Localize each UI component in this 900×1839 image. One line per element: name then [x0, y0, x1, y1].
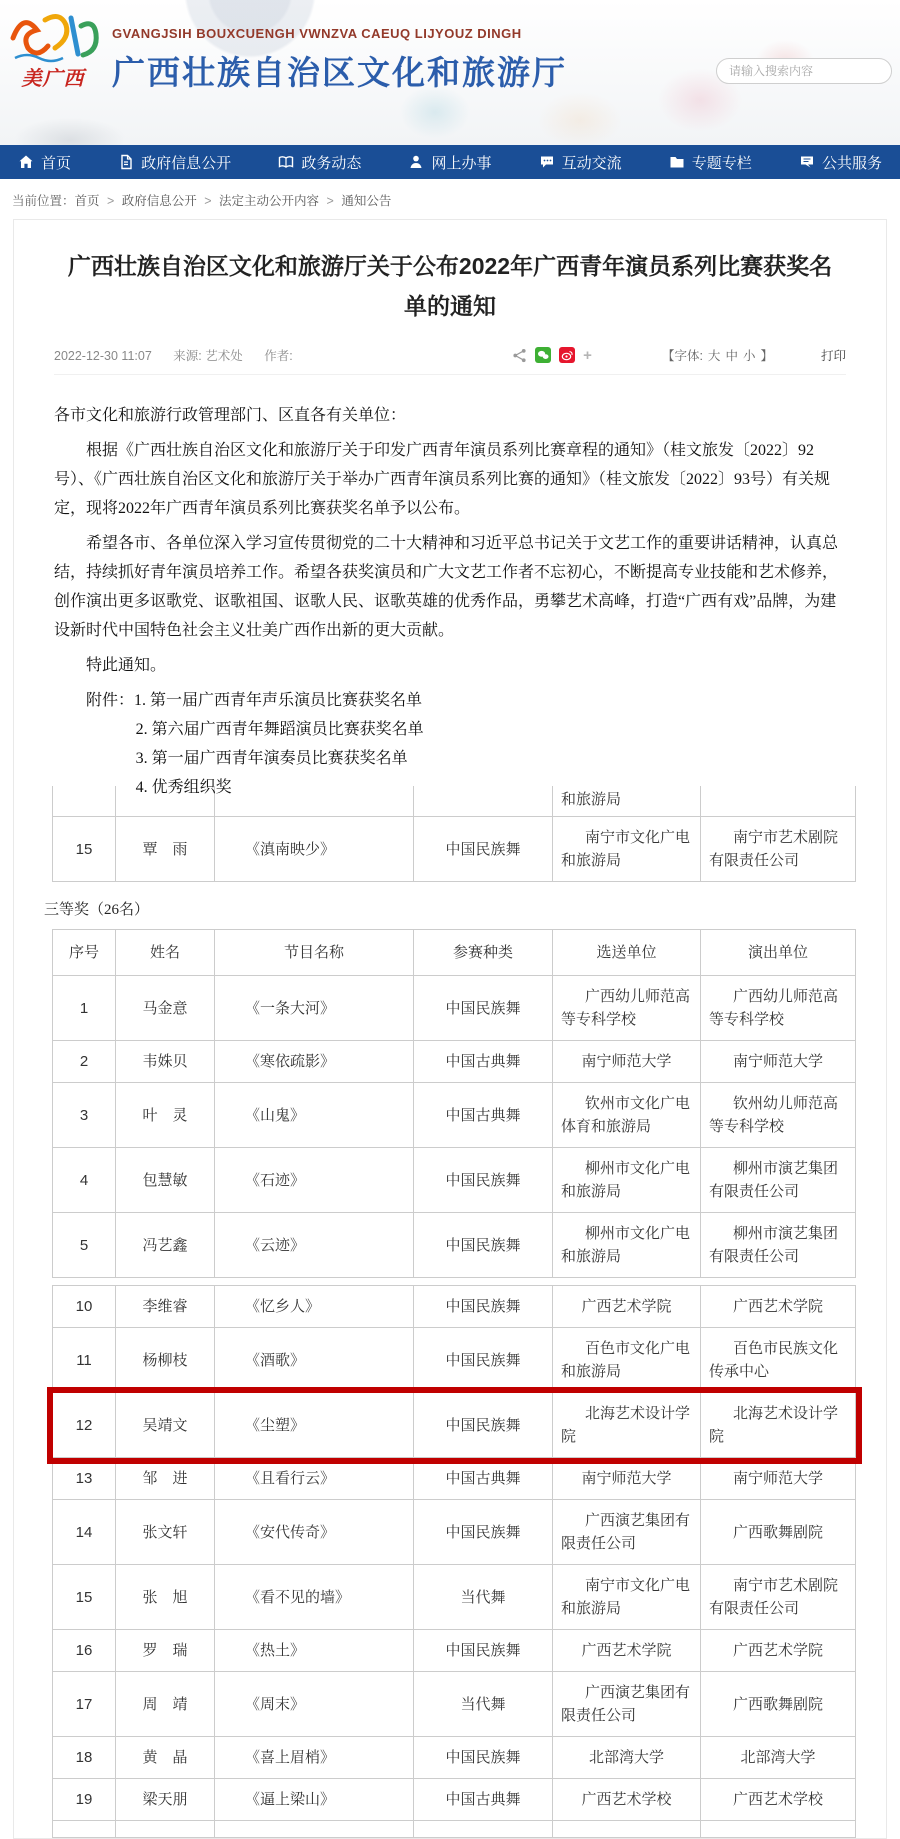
- cell-name: 杨柳枝: [116, 1328, 215, 1393]
- cell-submitting-unit: 广西演艺集团有限责任公司: [553, 1500, 701, 1565]
- nav-item-label: 政务动态: [301, 154, 362, 172]
- table-row: [53, 1500, 856, 1565]
- cell-program: 《喜上眉梢》: [215, 1737, 414, 1779]
- service-chat-icon: [799, 154, 815, 170]
- nav-item-label: 网上办事: [431, 154, 492, 172]
- cell-submitting-unit: 广西艺术学院: [553, 1630, 701, 1672]
- cell-submitting-unit: 南宁师范大学: [553, 1458, 701, 1500]
- attachment-item-3: 3. 第一届广西青年演奏员比赛获奖名单: [135, 750, 408, 767]
- font-size-large-button[interactable]: 大: [707, 349, 721, 363]
- site-logo: [0, 8, 106, 89]
- print-button[interactable]: 打印: [820, 349, 846, 363]
- cell-performing-unit: 南宁师范大学: [701, 1458, 856, 1500]
- cell-index: 3: [53, 1083, 116, 1148]
- cell-program: 《一条大河》: [215, 976, 414, 1041]
- cell-submitting-unit: 柳州市文化广电和旅游局: [553, 1148, 701, 1213]
- cell-index: 16: [53, 1630, 116, 1672]
- cell-index: 2: [53, 1041, 116, 1083]
- cell-program: 《寒依疏影》: [215, 1041, 414, 1083]
- cell-index: 17: [53, 1672, 116, 1737]
- breadcrumb-link[interactable]: 政府信息公开: [121, 194, 197, 208]
- more-share-icon[interactable]: +: [583, 346, 592, 364]
- cell-submitting-unit: 广西艺术学院: [553, 1286, 701, 1328]
- nav-item-label: 政府信息公开: [141, 154, 232, 172]
- cell-name: 冯艺鑫: [116, 1213, 215, 1278]
- cell-name: 马金意: [116, 976, 215, 1041]
- search-box: [716, 58, 892, 84]
- cell-name: 梁天朋: [116, 1779, 215, 1821]
- cell-program: 《安代传奇》: [215, 1500, 414, 1565]
- table-header-row: [53, 930, 856, 976]
- cell-performing-unit: 北部湾大学: [701, 1737, 856, 1779]
- cell-performing-unit: 广西艺术学校: [701, 1779, 856, 1821]
- cell-category: 当代舞: [414, 1672, 553, 1737]
- cell-submitting-unit: 南宁市文化广电和旅游局: [553, 817, 701, 882]
- column-header-index: 序号: [53, 930, 116, 976]
- cell-submitting-unit: 和旅游局: [553, 786, 701, 817]
- table-row: [53, 1630, 856, 1672]
- weibo-share-icon[interactable]: [559, 347, 575, 363]
- table-row: [53, 1213, 856, 1278]
- cell-name: 叶 灵: [116, 1083, 215, 1148]
- cell-performing-unit: 广西歌舞剧院: [701, 1672, 856, 1737]
- cell-category: 中国古典舞: [414, 1083, 553, 1148]
- cell-submitting-unit: 钦州市文化广电体育和旅游局: [553, 1083, 701, 1148]
- table-row: [53, 1041, 856, 1083]
- cell-program: 《山鬼》: [215, 1083, 414, 1148]
- table-row: [53, 1565, 856, 1630]
- cell-performing-unit: 北海艺术设计学院: [701, 1393, 856, 1458]
- cell-performing-unit: 钦州幼儿师范高等专科学校: [701, 1083, 856, 1148]
- nav-item-label: 公共服务: [821, 154, 882, 172]
- breadcrumb-separator: >: [323, 194, 338, 208]
- article-meta: [54, 346, 846, 375]
- nav-item[interactable]: [278, 152, 361, 173]
- cell-category: 中国民族舞: [414, 817, 553, 882]
- breadcrumb-prefix: 当前位置：: [12, 194, 75, 208]
- cell-program: 《逼上梁山》: [215, 1779, 414, 1821]
- cell-category: 中国民族舞: [414, 1148, 553, 1213]
- cell-performing-unit: 百色市民族文化传承中心: [701, 1328, 856, 1393]
- font-size-medium-button[interactable]: 中: [725, 349, 738, 363]
- cell-submitting-unit: 广西演艺集团有限责任公司: [553, 1672, 701, 1737]
- cell-performing-unit: 广西艺术学院: [701, 1630, 856, 1672]
- document-body: [14, 375, 886, 796]
- cell-category: 中国民族舞: [414, 1213, 553, 1278]
- award-table-third-prize: [52, 929, 856, 1278]
- cell-name: 李维睿: [116, 1286, 215, 1328]
- cell-category: [414, 786, 553, 817]
- site-brand: [112, 26, 567, 94]
- cell-name: 黄 晶: [116, 1737, 215, 1779]
- table-row: [53, 1458, 856, 1500]
- cell-index: 18: [53, 1737, 116, 1779]
- table-row: [53, 1737, 856, 1779]
- cell-index: 1: [53, 976, 116, 1041]
- attachment-label: 附件：: [86, 692, 135, 709]
- document-icon: [118, 154, 134, 170]
- cell-program: [215, 786, 414, 817]
- cell-submitting-unit: 百色市文化广电和旅游局: [553, 1328, 701, 1393]
- column-header-category: 参赛种类: [414, 930, 553, 976]
- cell-name: [116, 1821, 215, 1838]
- article-container: [13, 219, 887, 1839]
- attachment-item-1: 1. 第一届广西青年声乐演员比赛获奖名单: [134, 692, 423, 709]
- cell-name: 韦姝贝: [116, 1041, 215, 1083]
- cell-index: 11: [53, 1328, 116, 1393]
- paragraph-basis: 根据《广西壮族自治区文化和旅游厅关于印发广西青年演员系列比赛章程的通知》（桂文旅发〔2022〕92号）、《广西壮族自治区文化和旅游厅关于举办广西青年演员系列比赛的通知》（桂文旅发〔2022〕93号）有关规定，现将2022年广西青年演员系列比赛获奖名单予以公布。: [54, 442, 831, 517]
- cell-category: 中国民族舞: [414, 1393, 553, 1458]
- home-icon: [18, 154, 34, 170]
- table-row: [53, 1148, 856, 1213]
- table-row: [53, 1083, 856, 1148]
- cell-program: 《忆乡人》: [215, 1286, 414, 1328]
- cell-performing-unit: 广西歌舞剧院: [701, 1500, 856, 1565]
- nav-item[interactable]: [799, 152, 882, 173]
- cell-program: 《云迹》: [215, 1213, 414, 1278]
- cell-performing-unit: 广西幼儿师范高等专科学校: [701, 976, 856, 1041]
- cell-performing-unit: 柳州市演艺集团有限责任公司: [701, 1213, 856, 1278]
- book-icon: [278, 154, 294, 170]
- cell-index: 19: [53, 1779, 116, 1821]
- cell-name: 罗 瑞: [116, 1630, 215, 1672]
- cell-index: 13: [53, 1458, 116, 1500]
- cell-performing-unit: 南宁师范大学: [701, 1041, 856, 1083]
- cell-performing-unit: 柳州市演艺集团有限责任公司: [701, 1148, 856, 1213]
- meta-info: [54, 346, 311, 364]
- cell-program: 《且看行云》: [215, 1458, 414, 1500]
- paragraph-salutation: 各市文化和旅游行政管理部门、区直各有关单位：: [54, 407, 407, 424]
- nav-item[interactable]: [408, 152, 491, 173]
- cell-program: 《看不见的墙》: [215, 1565, 414, 1630]
- cell-index: [53, 1821, 116, 1838]
- site-subtitle: GVANGJSIH BOUXCUENGH VWNZVA CAEUQ LIJYOUZ DINGH: [112, 26, 522, 41]
- cell-category: 中国民族舞: [414, 1328, 553, 1393]
- cell-index: 15: [53, 817, 116, 882]
- cell-program: 《尘塑》: [215, 1393, 414, 1458]
- table-row: [53, 1328, 856, 1393]
- nav-item-label: 专题专栏: [691, 154, 752, 172]
- cell-category: 中国民族舞: [414, 1500, 553, 1565]
- cell-name: 邹 进: [116, 1458, 215, 1500]
- table-row: [53, 1286, 856, 1328]
- cell-category: 中国民族舞: [414, 976, 553, 1041]
- cell-submitting-unit: 柳州市文化广电和旅游局: [553, 1213, 701, 1278]
- main-nav: [0, 145, 900, 179]
- share-icon[interactable]: [512, 348, 527, 363]
- table-row: [53, 1393, 856, 1458]
- cell-category: [414, 1821, 553, 1838]
- site-header: [0, 0, 900, 145]
- logo-text: 美广西: [21, 68, 85, 90]
- column-header-name: 姓名: [116, 930, 215, 976]
- cell-category: 中国民族舞: [414, 1737, 553, 1779]
- attachment-item-2: 2. 第六届广西青年舞蹈演员比赛获奖名单: [135, 721, 424, 738]
- cell-category: 中国古典舞: [414, 1779, 553, 1821]
- cell-performing-unit: [701, 786, 856, 817]
- cell-program: 《热土》: [215, 1630, 414, 1672]
- nav-item-label: 互动交流: [561, 154, 622, 172]
- paragraph-hope: 希望各市、各单位深入学习宣传贯彻党的二十大精神和习近平总书记关于文艺工作的重要讲话精神，认真总结，持续抓好青年演员培养工作。希望各获奖演员和广大文艺工作者不忘初心，不断提高专业技能和艺术修养，创作演出更多讴歌党、讴歌祖国、讴歌人民、讴歌英雄的优秀作品，勇攀艺术高峰，打造“广西有戏”品牌，为建设新时代中国特色社会主义壮美广西作出新的更大贡献。: [54, 535, 839, 639]
- breadcrumb-link[interactable]: 通知公告: [341, 194, 392, 208]
- cell-submitting-unit: 南宁师范大学: [553, 1041, 701, 1083]
- cell-performing-unit: 南宁市艺术剧院有限责任公司: [701, 1565, 856, 1630]
- column-header-performing-unit: 演出单位: [701, 930, 856, 976]
- table-row: [53, 817, 856, 882]
- font-widget-prefix: 【字体:: [661, 349, 703, 363]
- author-label: 作者:: [264, 349, 293, 363]
- cell-index: 14: [53, 1500, 116, 1565]
- publish-datetime: 2022-12-30 11:07: [54, 349, 152, 363]
- stitch-gap: [14, 1278, 886, 1285]
- cell-submitting-unit: 北部湾大学: [553, 1737, 701, 1779]
- cell-name: 张 旭: [116, 1565, 215, 1630]
- cell-program: 《酒歌》: [215, 1328, 414, 1393]
- cell-performing-unit: 南宁市艺术剧院有限责任公司: [701, 817, 856, 882]
- attachment-item-4-clipped: 4. 优秀组织奖: [135, 779, 232, 796]
- wechat-share-icon[interactable]: [535, 347, 551, 363]
- cell-name: 周 靖: [116, 1672, 215, 1737]
- cell-program: 《周末》: [215, 1672, 414, 1737]
- nav-item[interactable]: [118, 152, 231, 173]
- font-size-widget: [662, 346, 773, 364]
- cell-submitting-unit: 北海艺术设计学院: [553, 1393, 701, 1458]
- cell-program: 《石迹》: [215, 1148, 414, 1213]
- cell-category: 中国古典舞: [414, 1458, 553, 1500]
- font-widget-suffix: 】: [760, 349, 773, 363]
- cell-program: 《滇南映少》: [215, 817, 414, 882]
- table-row: [53, 1779, 856, 1821]
- share-bar: [512, 347, 592, 364]
- cell-category: 当代舞: [414, 1565, 553, 1630]
- site-title: 广西壮族自治区文化和旅游厅: [112, 54, 567, 91]
- cell-index: 15: [53, 1565, 116, 1630]
- column-header-program: 节目名称: [215, 930, 414, 976]
- third-prize-section-label: 三等奖（26名）: [44, 902, 150, 918]
- search-input[interactable]: [716, 58, 892, 84]
- breadcrumb: [0, 179, 900, 217]
- table-row: [53, 1821, 856, 1838]
- breadcrumb-separator: >: [200, 194, 216, 208]
- page-title: 广西壮族自治区文化和旅游厅关于公布2022年广西青年演员系列比赛获奖名单的通知: [67, 253, 833, 319]
- folder-icon: [669, 154, 685, 170]
- table-row: [53, 976, 856, 1041]
- cell-name: 覃 雨: [116, 817, 215, 882]
- cell-name: 包慧敏: [116, 1148, 215, 1213]
- cell-index: 10: [53, 1286, 116, 1328]
- cell-index: 12: [53, 1393, 116, 1458]
- cell-submitting-unit: [553, 1821, 701, 1838]
- cell-category: 中国古典舞: [414, 1041, 553, 1083]
- font-size-small-button[interactable]: 小: [742, 349, 756, 363]
- cell-name: 张文轩: [116, 1500, 215, 1565]
- attachment-list: [54, 686, 846, 796]
- source-label: 来源: 艺术处: [173, 349, 243, 363]
- breadcrumb-separator: >: [103, 194, 118, 208]
- cell-submitting-unit: 南宁市文化广电和旅游局: [553, 1565, 701, 1630]
- logo-calligraphy-icon: [5, 8, 101, 64]
- cell-index: [53, 786, 116, 817]
- cell-submitting-unit: 广西幼儿师范高等专科学校: [553, 976, 701, 1041]
- column-header-submitting-unit: 选送单位: [553, 930, 701, 976]
- cell-performing-unit: 广西艺术学院: [701, 1286, 856, 1328]
- cell-category: 中国民族舞: [414, 1630, 553, 1672]
- table-row: [53, 1672, 856, 1737]
- nav-item[interactable]: [669, 152, 752, 173]
- breadcrumb-link[interactable]: 首页: [74, 194, 100, 208]
- cell-index: 5: [53, 1213, 116, 1278]
- cell-index: 4: [53, 1148, 116, 1213]
- person-icon: [408, 154, 424, 170]
- award-table-third-prize-continued: [52, 1285, 856, 1838]
- nav-item[interactable]: [18, 152, 71, 173]
- cell-performing-unit: [701, 1821, 856, 1838]
- cell-program: [215, 1821, 414, 1838]
- cell-submitting-unit: 广西艺术学校: [553, 1779, 701, 1821]
- nav-item-label: 首页: [41, 154, 72, 172]
- paragraph-notice: 特此通知。: [86, 657, 167, 674]
- nav-item[interactable]: [539, 152, 622, 173]
- cell-category: 中国民族舞: [414, 1286, 553, 1328]
- breadcrumb-link[interactable]: 法定主动公开内容: [219, 194, 320, 208]
- chat-icon: [539, 154, 555, 170]
- cell-name: 吴靖文: [116, 1393, 215, 1458]
